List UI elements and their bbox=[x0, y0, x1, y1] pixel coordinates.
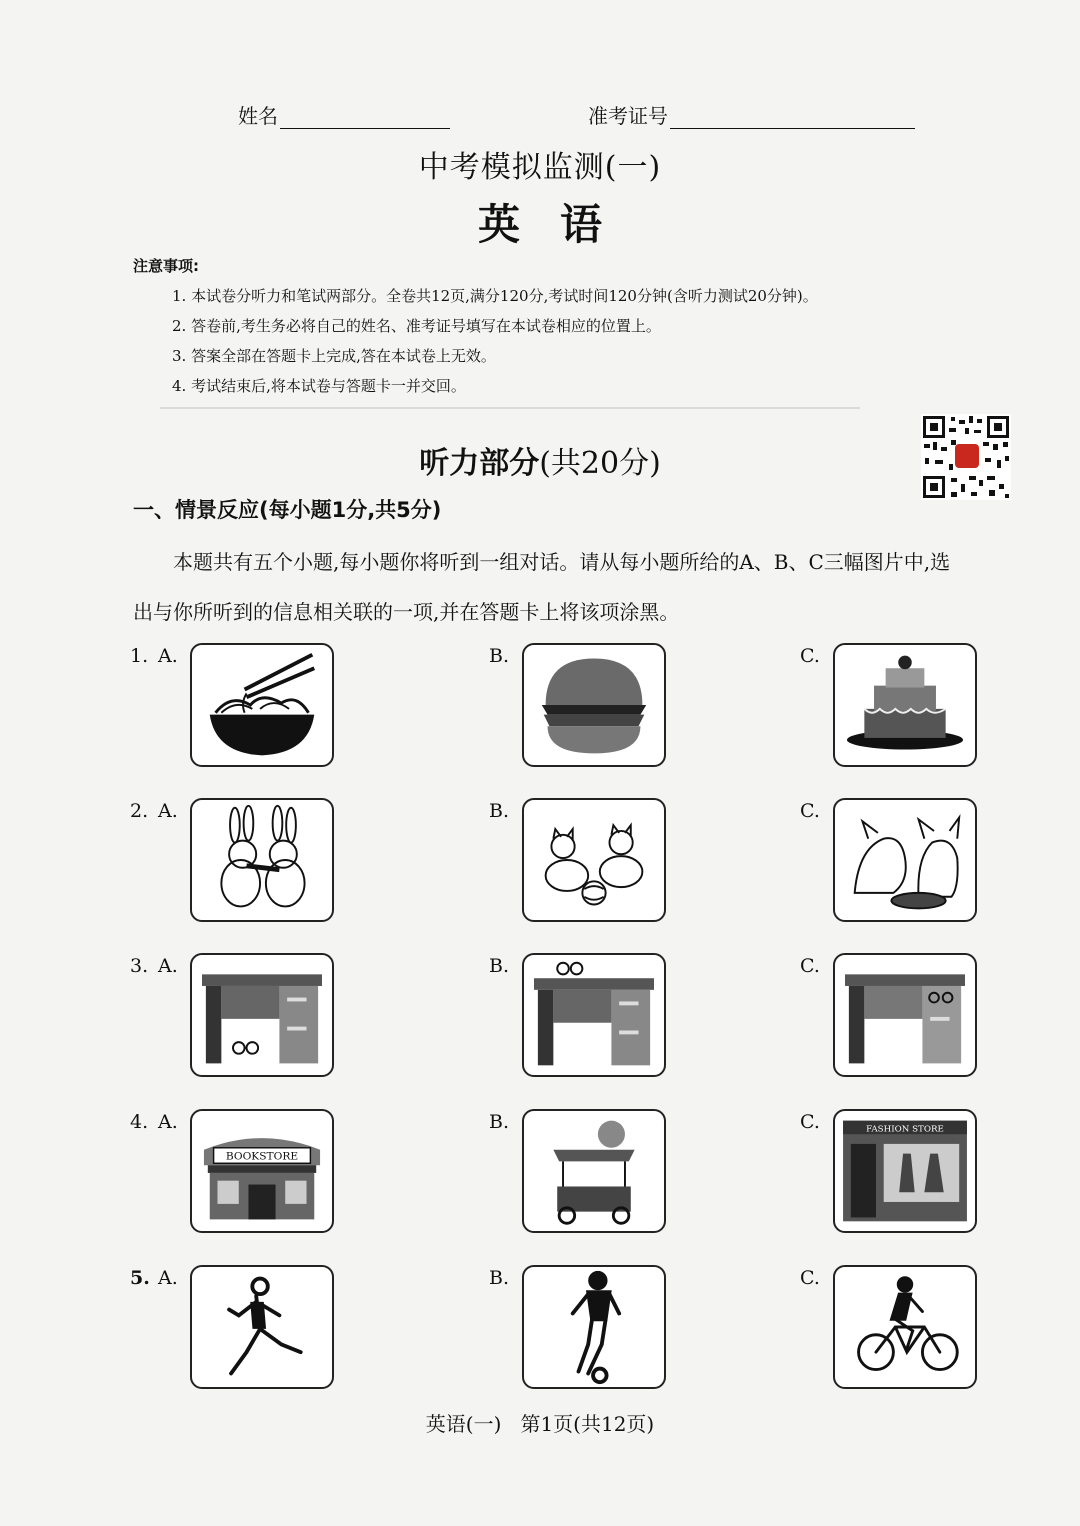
desk-glasses-on-icon[interactable] bbox=[522, 953, 666, 1077]
option-letter: A. bbox=[158, 1267, 178, 1289]
exam-id-blank[interactable] bbox=[670, 110, 915, 129]
option-letter: A. bbox=[158, 1111, 178, 1133]
option-letter: B. bbox=[489, 955, 510, 977]
ice-cream-cart-icon[interactable] bbox=[522, 1109, 666, 1233]
question-number: 2. bbox=[130, 800, 149, 822]
desk-glasses-drawer-icon[interactable] bbox=[833, 953, 977, 1077]
note-item: 2. 答卷前,考生务必将自己的姓名、准考证号填写在本试卷相应的位置上。 bbox=[172, 317, 661, 335]
listening-title: 听力部分 bbox=[419, 446, 540, 481]
section-heading: 一、情景反应(每小题1分,共5分) bbox=[133, 498, 442, 522]
listening-score: (共20分) bbox=[539, 446, 661, 481]
exam-id-field bbox=[588, 100, 915, 129]
option-letter: A. bbox=[158, 955, 178, 977]
name-field bbox=[238, 100, 450, 129]
option-letter: C. bbox=[800, 955, 820, 977]
name-blank[interactable] bbox=[280, 110, 450, 129]
subject-title: 英语 bbox=[477, 200, 642, 249]
hamburger-icon[interactable] bbox=[522, 643, 666, 767]
option-letter: B. bbox=[489, 1267, 510, 1289]
option-letter: B. bbox=[489, 645, 510, 667]
divider bbox=[160, 407, 860, 409]
kittens-ball-icon[interactable] bbox=[522, 798, 666, 922]
option-letter: C. bbox=[800, 1267, 820, 1289]
note-item: 3. 答案全部在答题卡上完成,答在本试卷上无效。 bbox=[172, 347, 496, 365]
page-footer: 英语(一) 第1页(共12页) bbox=[425, 1412, 655, 1436]
bookstore-icon[interactable] bbox=[190, 1109, 334, 1233]
option-letter: A. bbox=[158, 800, 178, 822]
option-letter: B. bbox=[489, 800, 510, 822]
soccer-player-icon[interactable] bbox=[522, 1265, 666, 1389]
noodles-bowl-icon[interactable] bbox=[190, 643, 334, 767]
section-instruction-line2: 出与你所听到的信息相关联的一项,并在答题卡上将该项涂黑。 bbox=[133, 600, 680, 624]
bookstore-sign-text: BOOKSTORE bbox=[225, 1149, 299, 1163]
exam-id-label: 准考证号 bbox=[588, 104, 668, 128]
dogs-food-icon[interactable] bbox=[833, 798, 977, 922]
option-letter: C. bbox=[800, 800, 820, 822]
fashion-store-icon[interactable] bbox=[833, 1109, 977, 1233]
notes-heading: 注意事项: bbox=[133, 257, 199, 275]
desk-glasses-under-icon[interactable] bbox=[190, 953, 334, 1077]
cyclist-icon[interactable] bbox=[833, 1265, 977, 1389]
question-number: 4. bbox=[130, 1111, 149, 1133]
option-letter: C. bbox=[800, 645, 820, 667]
name-label: 姓名 bbox=[238, 104, 278, 128]
fashion-store-sign-text: FASHION STORE bbox=[866, 1124, 944, 1135]
question-number: 5. bbox=[130, 1267, 150, 1289]
note-item: 4. 考试结束后,将本试卷与答题卡一并交回。 bbox=[172, 377, 466, 395]
note-item: 1. 本试卷分听力和笔试两部分。全卷共12页,满分120分,考试时间120分钟(含听力测试20分钟)。 bbox=[172, 287, 818, 305]
rabbits-icon[interactable] bbox=[190, 798, 334, 922]
option-letter: A. bbox=[158, 645, 178, 667]
runner-icon[interactable] bbox=[190, 1265, 334, 1389]
birthday-cake-icon[interactable] bbox=[833, 643, 977, 767]
option-letter: C. bbox=[800, 1111, 820, 1133]
question-number: 1. bbox=[130, 645, 149, 667]
listening-part-heading bbox=[0, 438, 1080, 482]
section-instruction-line1: 本题共有五个小题,每小题你将听到一组对话。请从每小题所给的A、B、C三幅图片中,选 bbox=[173, 550, 951, 574]
option-letter: B. bbox=[489, 1111, 510, 1133]
exam-title: 中考模拟监测(一) bbox=[418, 150, 662, 185]
question-number: 3. bbox=[130, 955, 149, 977]
